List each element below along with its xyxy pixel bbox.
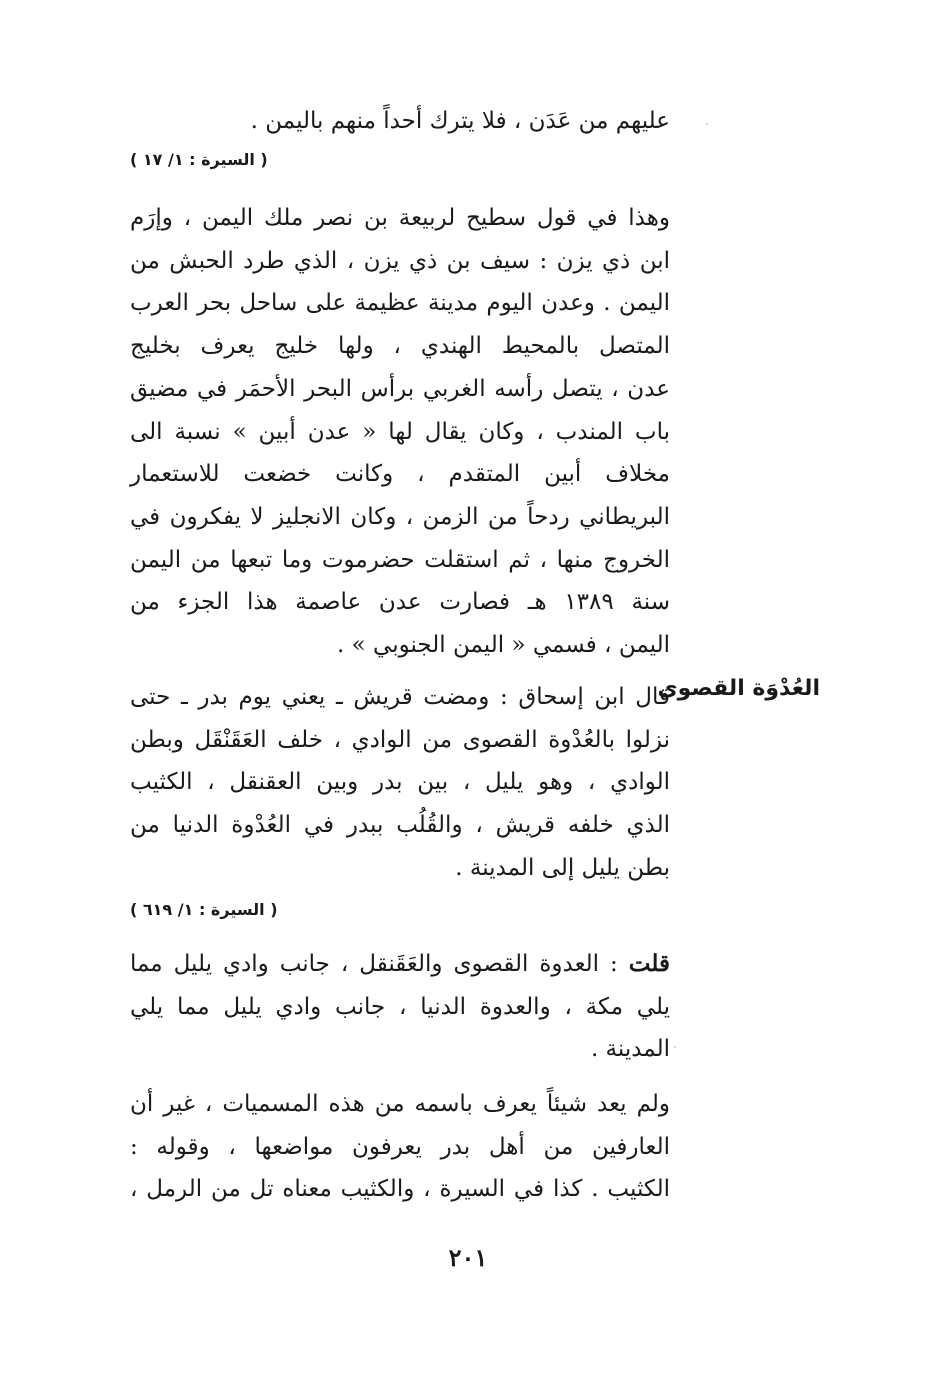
text-line: اليمن . وعدن اليوم مدينة عظيمة على ساحل بحر العرب <box>130 290 670 317</box>
commentary-paragraph-aden <box>130 197 670 667</box>
note-paragraph <box>130 943 670 1071</box>
text-line: قال ابن إسحاق : ومضت قريش ـ يعني يوم بدر ـ حتى <box>130 684 670 710</box>
text-line: مخلاف أبين المتقدم ، وكانت خضعت للاستعمار <box>130 461 670 488</box>
text-line: وهذا في قول سطيح لربيعة بن نصر ملك اليمن ، وإرَم <box>130 205 670 231</box>
text-line: يلي مكة ، والعدوة الدنيا ، جانب وادي يليل مما يلي <box>130 993 670 1020</box>
scan-speck <box>706 123 708 125</box>
text-line: ابن ذي يزن : سيف بن ذي يزن ، الذي طرد الحبش من <box>130 247 670 274</box>
entry-headword: العُدْوَة القصوى <box>657 676 820 701</box>
text-line: الوادي ، وهو يليل ، بين بدر وبين العقنقل ، الكثيب <box>130 769 670 796</box>
text-line: البريطاني ردحاً من الزمن ، وكان الانجليز لا يفكرون في <box>130 503 670 530</box>
text-line: باب المندب ، وكان يقال لها « عدن أبين » نسبة الى <box>130 418 670 445</box>
text-line: اليمن ، فسمي « اليمن الجنوبي » . <box>337 632 670 659</box>
text-line: عليهم من عَدَن ، فلا يترك أحداً منهم باليمن . <box>250 108 670 134</box>
text-line: الخروج منها ، ثم استقلت حضرموت وما تبعها من اليمن <box>130 546 670 573</box>
text-line: المتصل بالمحيط الهندي ، ولها خليج يعرف بخليج <box>130 333 670 360</box>
note-label: قلت <box>628 950 670 977</box>
page-number: ٢٠١ <box>448 1243 488 1272</box>
note-line-text: : العدوة القصوى والعَقَنقل ، جانب وادي يليل مما <box>130 951 618 977</box>
scan-speck <box>674 1046 676 1048</box>
text-line: الذي خلفه قريش ، والقُلُب ببدر في العُدْوة الدنيا من <box>130 812 670 839</box>
citation-sira-1: ( السيرة : ١/ ١٧ ) <box>130 150 268 169</box>
text-line: المدينة . <box>590 1036 670 1063</box>
text-line: سنة ١٣٨٩ هـ فصارت عدن عاصمة هذا الجزء من <box>130 589 671 616</box>
text-line: الكثيب . كذا في السيرة ، والكثيب معناه تل من الرمل ، <box>130 1176 670 1203</box>
intro-text <box>130 100 670 143</box>
entry-body <box>130 676 670 890</box>
text-line: ولم يعد شيئاً يعرف باسمه من هذه المسميات ، غير أن <box>130 1091 670 1117</box>
commentary-paragraph-names <box>130 1083 670 1211</box>
citation-sira-2: ( السيرة : ١/ ٦١٩ ) <box>130 900 278 919</box>
text-line: نزلوا بالعُدْوة القصوى من الوادي ، خلف العَقَنْقَل وبطن <box>130 726 670 753</box>
text-line: عدن ، يتصل رأسه الغربي برأس البحر الأحمَر في مضيق <box>130 375 670 402</box>
text-line <box>130 943 670 986</box>
text-line: بطن يليل إلى المدينة . <box>455 854 670 881</box>
text-line: العارفين من أهل بدر يعرفون مواضعها ، وقوله : <box>130 1133 670 1160</box>
